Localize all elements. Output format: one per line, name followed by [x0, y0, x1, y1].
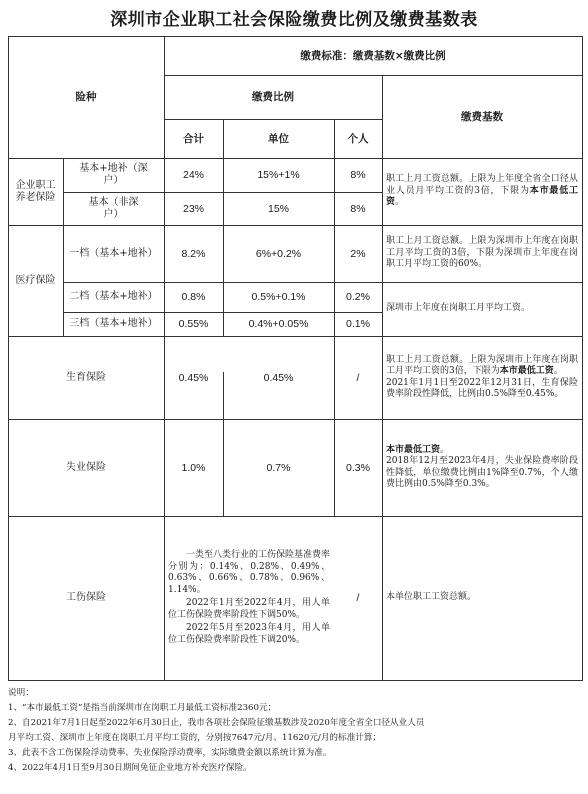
unemployment-total: 1.0% [181, 461, 206, 474]
base-header: 缴费基数 [461, 110, 503, 123]
maternity-name: 生育保险 [66, 371, 106, 383]
pension-name: 企业职工养老保险 [15, 179, 56, 203]
formula-header: 缴费标准：缴费基数×缴费比例 [300, 49, 446, 62]
injury-rate: 一类至八类行业的工伤保险基准费率分别为：0.14%、0.28%、0.49%、0.63%、0.66%、0.78%、0.96%、1.14%。 2022年1月至2022年4月，用人单位工伤保险费率阶段性下调50%。 2022年5月至2023年4月，用人单位工伤保险费率阶段性下调20%。 [168, 550, 331, 645]
notes [8, 686, 583, 776]
maternity-total: 0.45% [178, 371, 209, 384]
rate-header: 缴费比例 [252, 91, 294, 103]
note-item: 3、此表不含工伤保险浮动费率、失业保险浮动费率，实际缴费金额以系统计算为准。 [8, 748, 332, 758]
injury-individual: / [356, 592, 360, 604]
unemployment-employer: 0.7% [266, 461, 291, 474]
total-header: 合计 [183, 132, 204, 145]
pension-sub-2: 基本（非深户） [88, 196, 139, 220]
pension-total-2: 23% [182, 202, 204, 215]
pension-employer-2: 15% [267, 202, 289, 215]
medical-base-1: 职工上月工资总额。上限为深圳市上年度在岗职工月平均工资的3倍，下限为深圳市上年度在岗职工月平均工资的60%。 [386, 236, 578, 270]
pension-individual-1: 8% [350, 169, 366, 181]
note-item: 1、“本市最低工资”是指当前深圳市在岗职工月最低工资标准2360元； [8, 703, 277, 713]
employer-header: 单位 [268, 132, 289, 145]
medical-total-3: 0.55% [178, 318, 209, 330]
page-title: 深圳市企业职工社会保险缴费比例及缴费基数表 [110, 10, 478, 30]
medical-individual-2: 0.2% [346, 291, 370, 303]
unemployment-base: 本市最低工资。 2018年12月至2023年4月，失业保险费率阶段性降低，单位缴费比例由1%降至0.7%，个人缴费比例由0.5%降至0.3%。 [386, 444, 578, 489]
medical-sub-3: 三档（基本+地补） [69, 318, 158, 329]
medical-total-1: 8.2% [181, 247, 206, 260]
pension-sub-1: 基本+地补（深户） [79, 163, 148, 186]
medical-employer-2: 0.5%+0.1% [251, 291, 306, 303]
medical-individual-1: 2% [350, 247, 366, 260]
note-item: 2、自2021年7月1日起至2022年6月30日止，我市各项社会保险征缴基数涉及2020年度全省全口径从业人员 [8, 718, 425, 728]
medical-name: 医疗保险 [15, 274, 56, 286]
medical-total-2: 0.8% [181, 291, 206, 303]
medical-employer-1: 6%+0.2% [255, 247, 302, 260]
pension-employer-1: 15%+1% [257, 169, 300, 181]
medical-sub-1: 一档（基本+地补） [69, 247, 158, 259]
medical-employer-3: 0.4%+0.05% [248, 318, 309, 330]
injury-name: 工伤保险 [66, 592, 106, 603]
contribution-table [8, 36, 583, 680]
insurance-type-header: 险种 [75, 91, 97, 103]
pension-total-1: 24% [182, 169, 204, 181]
unemployment-individual: 0.3% [346, 461, 370, 474]
pension-base: 职工上月工资总额。上限为上年度全省全口径从业人员月平均工资的3倍，下限为本市最低工资。 [386, 174, 578, 208]
individual-header: 个人 [347, 132, 369, 145]
medical-base-23: 深圳市上年度在岗职工月平均工资。 [386, 303, 531, 314]
notes-heading: 说明： [8, 688, 34, 698]
injury-base: 本单位职工工资总额。 [386, 592, 477, 603]
note-item: 4、2022年4月1日至9月30日期间免征企业地方补充医疗保险。 [8, 763, 252, 773]
pension-individual-2: 8% [350, 202, 366, 215]
maternity-individual: / [356, 371, 360, 384]
note-item: 月平均工资、深圳市上年度在岗职工月平均工资的，分别按7647元/月、11620元/月的标准计算； [8, 733, 381, 743]
medical-sub-2: 二档（基本+地补） [69, 291, 158, 302]
unemployment-name: 失业保险 [66, 461, 106, 473]
maternity-employer: 0.45% [263, 371, 294, 384]
medical-individual-3: 0.1% [346, 318, 370, 330]
maternity-base: 职工上月工资总额。上限为深圳市上年度在岗职工月平均工资的3倍，下限为本市最低工资。 2021年1月1日至2022年12月31日，生育保险费率阶段性降低，比例由0.5%降至0.45%。 [386, 354, 578, 399]
